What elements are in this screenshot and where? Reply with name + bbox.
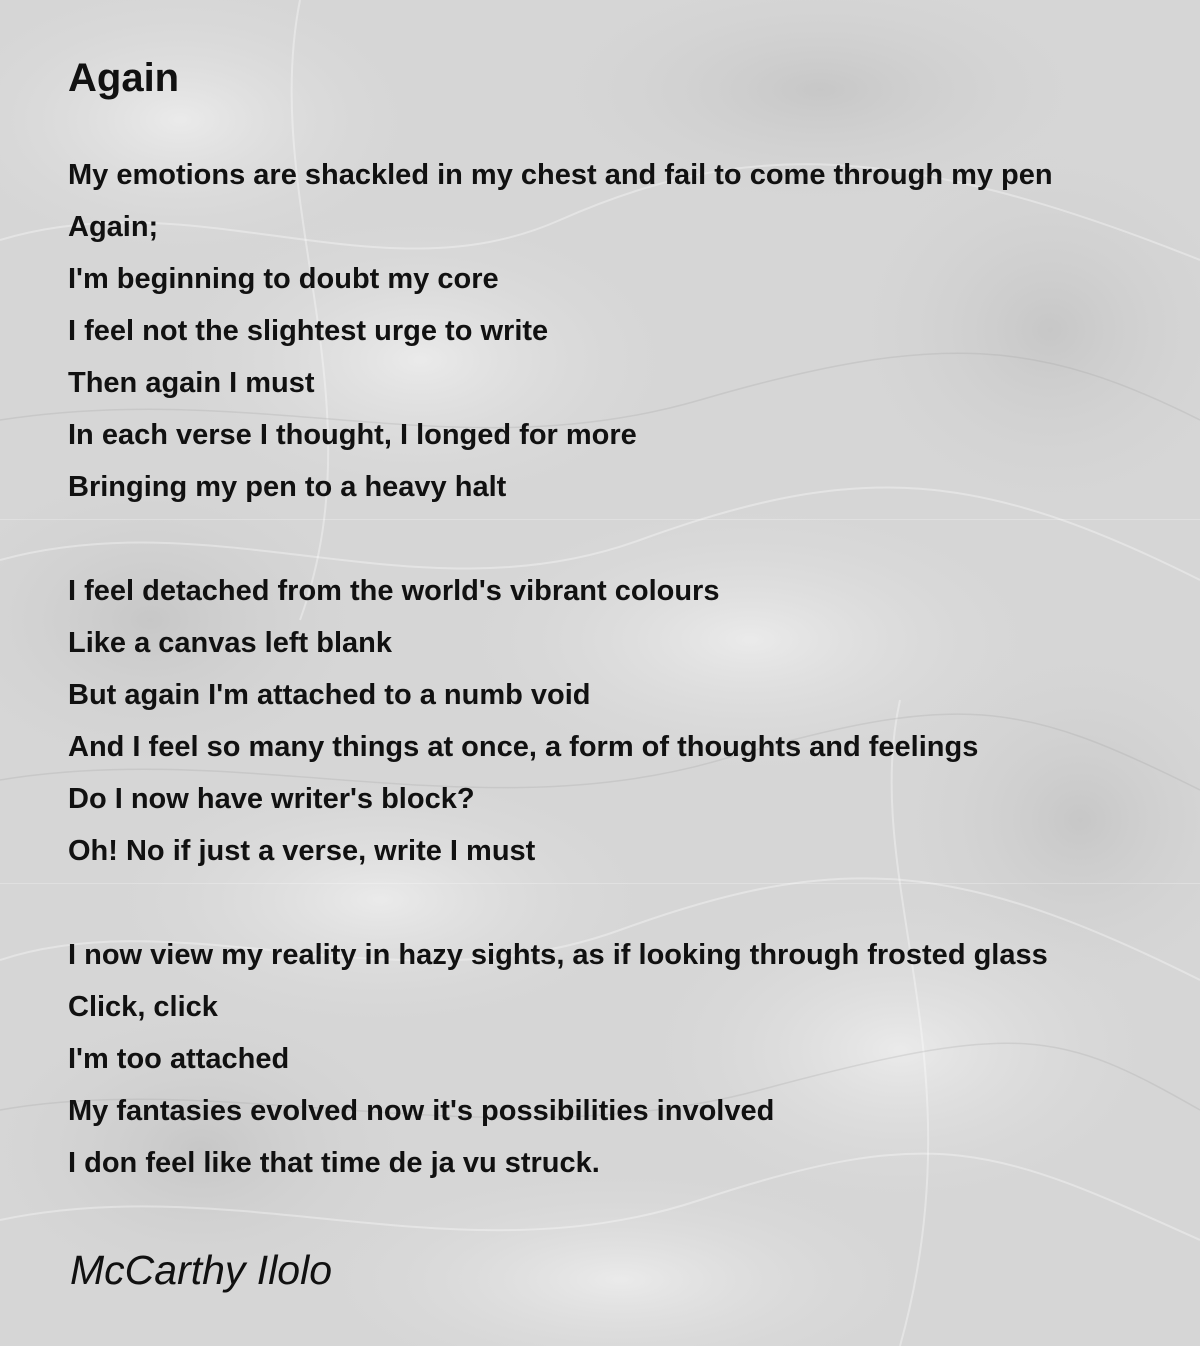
poem-line: In each verse I thought, I longed for more <box>68 419 637 451</box>
poem-line: I'm beginning to doubt my core <box>68 263 499 295</box>
poem-line: I'm too attached <box>68 1043 290 1075</box>
poem-line: My fantasies evolved now it's possibilities involved <box>68 1095 775 1127</box>
poem-line: But again I'm attached to a numb void <box>68 679 591 711</box>
poem-line: Then again I must <box>68 367 315 399</box>
poem-line: My emotions are shackled in my chest and fail to come through my pen <box>68 159 1053 191</box>
poem-line: Oh! No if just a verse, write I must <box>68 835 536 867</box>
poem-line: Click, click <box>68 991 218 1023</box>
poem-line: I feel not the slightest urge to write <box>68 315 549 347</box>
poem-line: I now view my reality in hazy sights, as if looking through frosted glass <box>68 939 1048 971</box>
poem-line: I don feel like that time de ja vu struck. <box>68 1147 600 1179</box>
poem-title: Again <box>68 56 180 100</box>
background-tile-seam <box>0 519 1200 520</box>
poem-author: McCarthy Ilolo <box>70 1247 333 1293</box>
poem-line: Like a canvas left blank <box>68 627 392 659</box>
poem-line: I feel detached from the world's vibrant colours <box>68 575 720 607</box>
poem-line: Bringing my pen to a heavy halt <box>68 471 507 503</box>
background-tile-seam <box>0 883 1200 884</box>
poem-line: And I feel so many things at once, a form of thoughts and feelings <box>68 731 979 763</box>
poem-line: Do I now have writer's block? <box>68 783 475 815</box>
poem-line: Again; <box>68 211 159 243</box>
